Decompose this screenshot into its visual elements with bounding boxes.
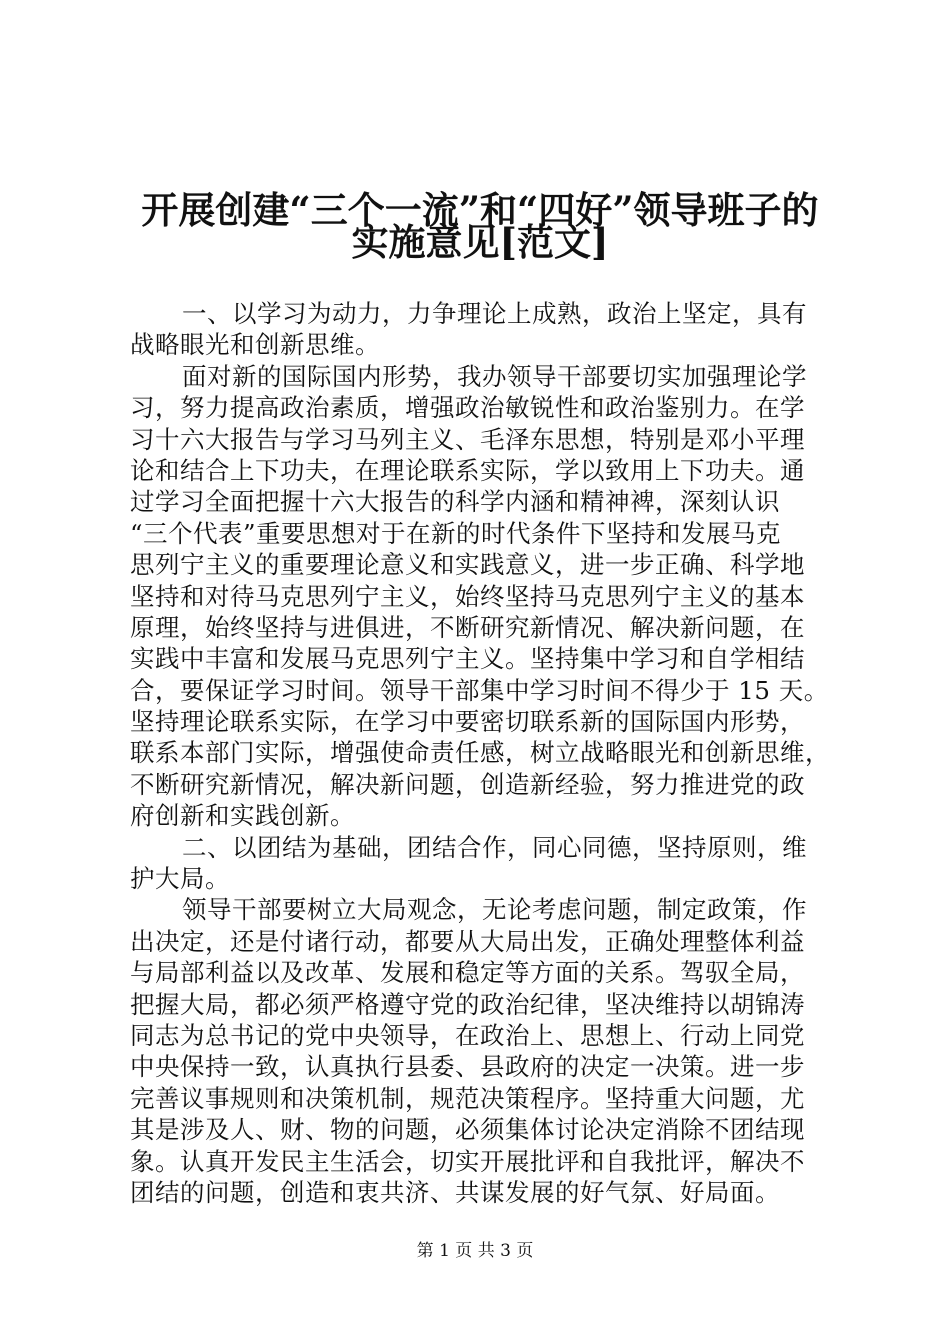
document-title-line-2: 实施意见[范文] xyxy=(351,220,609,264)
text-line: 中央保持一致，认真执行县委、县政府的决定一决策。进一步 xyxy=(130,1052,805,1082)
text-line: 府创新和实践创新。 xyxy=(130,801,355,831)
text-line: 过学习全面把握十六大报告的科学内涵和精神裨，深刻认识 xyxy=(130,487,780,517)
text-line: 坚持理论联系实际，在学习中要密切联系新的国际国内形势， xyxy=(130,707,805,737)
text-line: 战略眼光和创新思维。 xyxy=(130,330,380,360)
text-line: 把握大局，都必须严格遵守党的政治纪律，坚决维持以胡锦涛 xyxy=(130,989,805,1019)
section-heading-2: 二、以团结为基础，团结合作，同心同德，坚持原则，维 xyxy=(182,832,807,862)
text-line: 习，努力提高政治素质，增强政治敏锐性和政治鉴别力。在学 xyxy=(130,393,805,423)
text-line: 不断研究新情况，解决新问题，创造新经验，努力推进党的政 xyxy=(130,769,805,799)
paragraph-start: 领导干部要树立大局观念，无论考虑问题，制定政策，作 xyxy=(182,895,807,925)
text-line: 习十六大报告与学习马列主义、毛泽东思想，特别是邓小平理 xyxy=(130,424,805,454)
document-title-line-1: 开展创建“三个一流”和“四好”领导班子的 xyxy=(141,188,819,232)
document-body xyxy=(130,298,830,1208)
text-line: “三个代表”重要思想对于在新的时代条件下坚持和发展马克 xyxy=(130,518,782,548)
text-line: 团结的问题，创造和衷共济、共谋发展的好气氛、好局面。 xyxy=(130,1177,780,1207)
text-line: 联系本部门实际，增强使命责任感，树立战略眼光和创新思维， xyxy=(130,738,830,768)
text-line: 出决定，还是付诸行动，都要从大局出发，正确处理整体利益 xyxy=(130,926,805,956)
text-line: 实践中丰富和发展马克思列宁主义。坚持集中学习和自学相结 xyxy=(130,644,805,674)
text-line: 象。认真开发民主生活会，切实开展批评和自我批评，解决不 xyxy=(130,1146,805,1176)
paragraph-start: 面对新的国际国内形势，我办领导干部要切实加强理论学 xyxy=(182,361,807,391)
text-line: 思列宁主义的重要理论意义和实践意义，进一步正确、科学地 xyxy=(130,550,805,580)
text-line: 合，要保证学习时间。领导干部集中学习时间不得少于 15 天。 xyxy=(130,675,829,705)
section-heading-1: 一、以学习为动力，力争理论上成熟，政治上坚定，具有 xyxy=(182,299,807,328)
text-line: 其是涉及人、财、物的问题，必须集体讨论决定消除不团结现 xyxy=(130,1115,805,1145)
text-line: 坚持和对待马克思列宁主义，始终坚持马克思列宁主义的基本 xyxy=(130,581,805,611)
text-line: 完善议事规则和决策机制，规范决策程序。坚持重大问题，尤 xyxy=(130,1083,805,1113)
text-line: 护大局。 xyxy=(130,864,230,894)
text-line: 论和结合上下功夫，在理论联系实际，学以致用上下功夫。通 xyxy=(130,455,805,485)
text-line: 与局部利益以及改革、发展和稳定等方面的关系。驾驭全局， xyxy=(130,958,805,988)
text-line: 原理，始终坚持与进俱进，不断研究新情况、解决新问题，在 xyxy=(130,612,805,642)
text-line: 同志为总书记的党中央领导，在政治上、思想上、行动上同党 xyxy=(130,1020,805,1050)
page-footer: 第 1 页 共 3 页 xyxy=(416,1241,534,1261)
